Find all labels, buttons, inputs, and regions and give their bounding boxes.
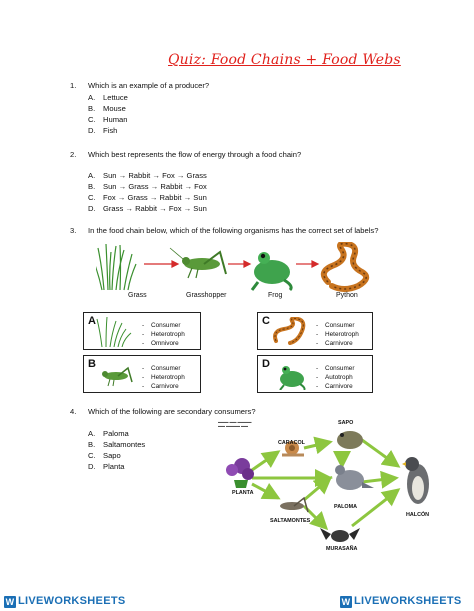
box-letter: B <box>88 358 96 370</box>
option-4a[interactable]: A. Paloma <box>88 429 129 438</box>
question-number: 1. <box>70 81 77 90</box>
toad-icon <box>337 431 363 449</box>
option-2c[interactable]: C. Fox → Grass → Rabbit → Sun <box>88 193 207 202</box>
liveworksheets-logo-icon: W <box>341 597 351 607</box>
falcon-icon <box>402 457 429 504</box>
brand-left: W LIVEWORKSHEETS <box>5 595 126 607</box>
option-2d[interactable]: D. Grass → Rabbit → Fox → Sun <box>88 204 207 213</box>
option-1a[interactable]: A. Lettuce <box>88 93 128 102</box>
food-web-arrows <box>252 440 398 528</box>
question-text: Which of the following are secondary consumers? <box>88 407 256 416</box>
grass-icon <box>96 244 136 290</box>
option-1d[interactable]: D. Fish <box>88 126 118 135</box>
pigeon-icon <box>335 465 374 490</box>
question-text: Which is an example of a producer? <box>88 81 210 90</box>
option-4b[interactable]: B. Saltamontes <box>88 440 146 449</box>
option-4d[interactable]: D. Planta <box>88 462 125 471</box>
label-list: - Consumer - Autotroph - Carnivore <box>316 364 354 391</box>
bat-icon <box>320 528 360 542</box>
plant-icon <box>226 458 254 488</box>
box-letter: A <box>88 315 96 327</box>
arrow-icon <box>296 261 318 267</box>
grass-icon <box>94 317 134 347</box>
frog-icon <box>252 252 291 290</box>
food-chain-diagram <box>96 242 396 304</box>
web-label-paloma: PALOMA <box>334 504 357 510</box>
grasshopper-icon <box>170 248 226 278</box>
option-4c[interactable]: C. Sapo <box>88 451 121 460</box>
option-1b[interactable]: B. Mouse <box>88 104 126 113</box>
frog-icon <box>274 362 308 390</box>
box-letter: C <box>262 315 270 327</box>
question-text: In the food chain below, which of the following organisms has the correct set of labels? <box>88 226 379 235</box>
web-label-planta: PLANTA <box>232 490 254 496</box>
grasshopper-icon <box>280 498 308 512</box>
answer-box-b[interactable] <box>83 355 201 393</box>
answer-box-a[interactable] <box>83 312 201 350</box>
web-label-murasana: MURASAÑA <box>326 546 358 552</box>
answer-box-d[interactable] <box>257 355 373 393</box>
chain-label-grass: Grass <box>128 292 147 299</box>
chain-label-grasshopper: Grasshopper <box>186 292 227 299</box>
question-number: 3. <box>70 226 77 235</box>
arrow-icon <box>144 261 178 267</box>
chain-label-python: Python <box>336 292 358 299</box>
answer-box-c[interactable] <box>257 312 373 350</box>
liveworksheets-logo-icon: W <box>5 597 15 607</box>
page-title: Quiz: Food Chains + Food Webs <box>168 52 401 68</box>
question-number: 2. <box>70 150 77 159</box>
image-credit-note: ▬▬▬ ▬▬ ▬▬▬▬ ▬▬ ▬▬▬▬ ▬▬ <box>218 420 252 428</box>
snake-icon <box>324 244 366 289</box>
option-2a[interactable]: A. Sun → Rabbit → Fox → Grass <box>88 171 207 180</box>
web-label-halcon: HALCÓN <box>406 512 430 518</box>
question-text: Which best represents the flow of energy through a food chain? <box>88 150 302 159</box>
food-chain-illustration <box>96 242 396 292</box>
label-list: - Consumer - Heterotroph - Carnivore <box>142 364 185 391</box>
grasshopper-icon <box>96 364 136 388</box>
arrow-icon <box>228 261 250 267</box>
footer-brand-bar <box>0 592 474 611</box>
option-2b[interactable]: B. Sun → Grass → Rabbit → Fox <box>88 182 207 191</box>
web-label-caracol: CARACOL <box>278 440 305 446</box>
box-letter: D <box>262 358 270 370</box>
brand-right: W LIVEWORKSHEETS <box>341 595 462 607</box>
chain-label-frog: Frog <box>268 292 283 299</box>
label-list: - Consumer - Heterotroph - Carnivore <box>316 321 359 348</box>
snake-icon <box>272 317 308 347</box>
web-label-sapo: SAPO <box>338 420 354 426</box>
option-1c[interactable]: C. Human <box>88 115 128 124</box>
label-list: - Consumer - Heterotroph - Omnivore <box>142 321 185 348</box>
food-web-diagram <box>212 418 444 568</box>
question-number: 4. <box>70 407 77 416</box>
web-label-saltamontes: SALTAMONTES <box>270 518 311 524</box>
